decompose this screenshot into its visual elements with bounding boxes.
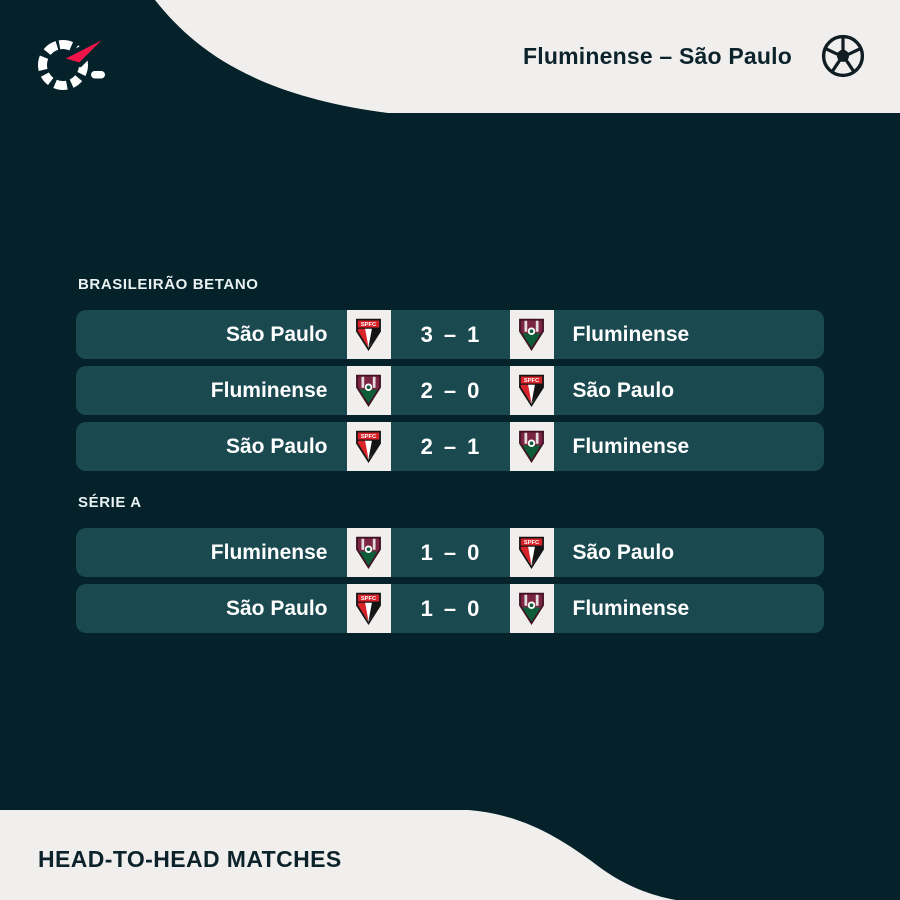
away-team-badge [510,528,554,577]
header [523,0,900,112]
away-score: 1 [467,433,480,459]
home-team-name: São Paulo [225,434,328,458]
sao-paulo-crest-icon [355,430,382,463]
sao-paulo-crest-icon [518,374,545,407]
sao-paulo-crest-icon [355,592,382,625]
svg-text:SPFC: SPFC [360,596,377,603]
competition-label: BRASILEIRÃO BETANO [78,276,259,293]
away-team-badge [510,310,554,359]
match-score [391,528,510,577]
away-score: 0 [467,539,480,565]
footer-heading: HEAD-TO-HEAD MATCHES [38,846,342,872]
home-team-badge [347,528,391,577]
competition-section [76,494,824,633]
away-score: 1 [467,321,480,347]
home-team-name: Fluminense [210,540,328,564]
away-team-badge [510,366,554,415]
fluminense-crest-icon [518,592,545,625]
competition-label: SÉRIE A [78,494,142,511]
fluminense-crest-icon [518,430,545,463]
score-dash-icon: – [443,377,457,403]
match-score [391,310,510,359]
away-team-name: São Paulo [572,540,675,564]
away-team-name: Fluminense [572,322,690,346]
home-score: 2 [420,433,433,459]
svg-text:SPFC: SPFC [360,322,377,329]
home-team-name: São Paulo [225,596,328,620]
match-score [391,366,510,415]
match-score [391,584,510,633]
fluminense-crest-icon [355,536,382,569]
fluminense-crest-icon [518,318,545,351]
away-score: 0 [467,377,480,403]
svg-text:SPFC: SPFC [523,378,540,385]
away-score: 0 [467,595,480,621]
score-dash-icon: – [443,539,457,565]
match-row[interactable] [76,366,824,415]
away-team-name: Fluminense [572,434,690,458]
match-row[interactable] [76,584,824,633]
home-score: 1 [420,539,433,565]
home-team-badge [347,310,391,359]
match-rows [76,528,824,633]
home-team-name: São Paulo [225,322,328,346]
home-team-badge [347,366,391,415]
score-dash-icon: – [443,433,457,459]
fluminense-crest-icon [355,374,382,407]
sao-paulo-crest-icon [355,318,382,351]
match-rows [76,310,824,471]
page-title: Fluminense – São Paulo [523,42,792,69]
h2h-list [76,276,824,633]
brand-logo[interactable] [27,25,115,91]
score-dash-icon: – [443,595,457,621]
home-score: 1 [420,595,433,621]
home-team-name: Fluminense [210,378,328,402]
away-team-name: Fluminense [572,596,690,620]
away-team-badge [510,422,554,471]
svg-text:SPFC: SPFC [523,540,540,547]
score-dash-icon: – [443,321,457,347]
svg-text:SPFC: SPFC [360,434,377,441]
sao-paulo-crest-icon [518,536,545,569]
home-score: 2 [420,377,433,403]
home-team-badge [347,422,391,471]
away-team-badge [510,584,554,633]
home-score: 3 [420,321,433,347]
soccer-ball-icon [819,32,867,80]
home-team-badge [347,584,391,633]
competition-section [76,276,824,471]
away-team-name: São Paulo [572,378,675,402]
match-row[interactable] [76,528,824,577]
match-row[interactable] [76,310,824,359]
flashscore-spinner-icon [27,25,115,91]
match-row[interactable] [76,422,824,471]
match-score [391,422,510,471]
